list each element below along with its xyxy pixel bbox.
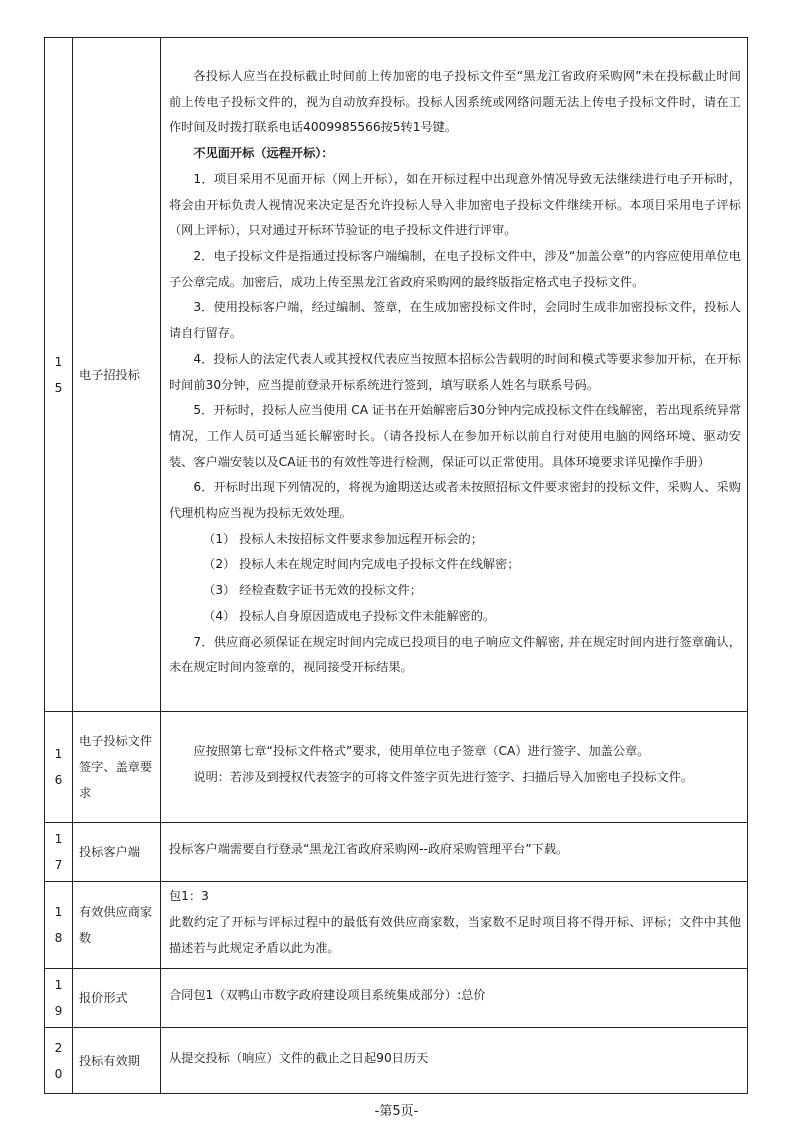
list-item: （1） 投标人未按招标文件要求参加远程开标会的； bbox=[203, 531, 483, 546]
paragraph: 1．项目采用不见面开标（网上开标），如在开标过程中出现意外情况导致无法继续进行电子开标时，将会由开标负责人视情况来决定是否允许投标人导入非加密电子投标文件继续开标。本项目采用电子评标（网上评标），只对通过开标环节验证的电子投标文件进行评审。 bbox=[169, 171, 741, 238]
item-content bbox=[161, 823, 748, 882]
paragraph: 2．电子投标文件是指通过投标客户端编制，在电子投标文件中，涉及“加盖公章”的内容应使用单位电子公章完成。加密后，成功上传至黑龙江省政府采购网的最终版指定格式电子投标文件。 bbox=[169, 248, 741, 289]
section-heading: 不见面开标（远程开标）： bbox=[193, 146, 334, 161]
paragraph: 7．供应商必须保证在规定时间内完成已投项目的电子响应文件解密, 并在规定时间内进行签章确认，未在规定时间内签章的，视同接受开标结果。 bbox=[169, 634, 741, 675]
item-content bbox=[161, 38, 748, 712]
paragraph: 说明：若涉及到授权代表签字的可将文件签字页先进行签字、扫描后导入加密电子投标文件。 bbox=[193, 770, 694, 784]
row-number: 1 7 bbox=[45, 823, 73, 882]
table-row bbox=[45, 38, 748, 712]
bid-info-table bbox=[44, 37, 748, 1094]
page-number: -第5页- bbox=[374, 1104, 419, 1119]
paragraph: 4．投标人的法定代表人或其授权代表应当按照本招标公告载明的时间和模式等要求参加开标，在开标时间前30分钟，应当提前登录开标系统进行签到，填写联系人姓名与联系号码。 bbox=[169, 351, 741, 392]
paragraph: 5．开标时，投标人应当使用 CA 证书在开始解密后30分钟内完成投标文件在线解密，若出现系统异常情况，工作人员可适当延长解密时长。（请各投标人在参加开标以前自行对使用电脑的网络环境、驱动安装、客户端安装以及CA证书的有效性等进行检测，保证可以正常使用。具体环境要求详见操作手册） bbox=[169, 403, 741, 469]
paragraph: 各投标人应当在投标截止时间前上传加密的电子投标文件至“黑龙江省政府采购网”未在投标截止时间前上传电子投标文件的，视为自动放弃投标。投标人因系统或网络问题无法上传电子投标文件时，请在工作时间及时拨打联系电话4009985566按5转1号键。 bbox=[169, 69, 741, 135]
list-item: （4） 投标人自身原因造成电子投标文件未能解密的。 bbox=[203, 608, 496, 623]
paragraph: 此数约定了开标与评标过程中的最低有效供应商家数，当家数不足时项目将不得开标、评标；文件中其他描述若与此规定矛盾以此为准。 bbox=[169, 915, 741, 955]
table-row bbox=[45, 1028, 748, 1094]
row-number: 1 6 bbox=[45, 712, 73, 823]
item-name: 电子招投标 bbox=[73, 38, 161, 712]
paragraph: 应按照第七章“投标文件格式”要求，使用单位电子签章（CA）进行签字、加盖公章。 bbox=[193, 744, 650, 759]
row-number: 1 9 bbox=[45, 969, 73, 1028]
list-item: （3） 经检查数字证书无效的投标文件； bbox=[203, 583, 422, 598]
paragraph: 3．使用投标客户端，经过编制、签章，在生成加密投标文件时，会同时生成非加密投标文件，投标人请自行留存。 bbox=[169, 300, 741, 341]
item-name: 投标客户端 bbox=[73, 823, 161, 882]
paragraph: 合同包1（双鸭山市数字政府建设项目系统集成部分）:总价 bbox=[169, 988, 486, 1003]
row-number: 1 5 bbox=[45, 38, 73, 712]
item-content bbox=[161, 712, 748, 823]
paragraph: 6．开标时出现下列情况的，将视为逾期送达或者未按照招标文件要求密封的投标文件，采购人、采购代理机构应当视为投标无效处理。 bbox=[169, 480, 741, 521]
item-name: 电子投标文件签字、盖章要求 bbox=[73, 712, 161, 823]
item-content bbox=[161, 969, 748, 1028]
paragraph: 从提交投标（响应）文件的截止之日起90日历天 bbox=[169, 1050, 429, 1065]
item-content bbox=[161, 1028, 748, 1094]
paragraph: 包1：3 bbox=[169, 889, 209, 904]
table-row bbox=[45, 712, 748, 823]
paragraph: 投标客户端需要自行登录“黑龙江省政府采购网--政府采购管理平台”下载。 bbox=[169, 842, 569, 857]
table-row bbox=[45, 823, 748, 882]
list-item: （2） 投标人未在规定时间内完成电子投标文件在线解密； bbox=[203, 557, 520, 572]
item-name: 投标有效期 bbox=[73, 1028, 161, 1094]
item-content bbox=[161, 882, 748, 969]
table-row bbox=[45, 882, 748, 969]
row-number: 2 0 bbox=[45, 1028, 73, 1094]
row-number: 1 8 bbox=[45, 882, 73, 969]
table-row bbox=[45, 969, 748, 1028]
item-name: 有效供应商家数 bbox=[73, 882, 161, 969]
item-name: 报价形式 bbox=[73, 969, 161, 1028]
